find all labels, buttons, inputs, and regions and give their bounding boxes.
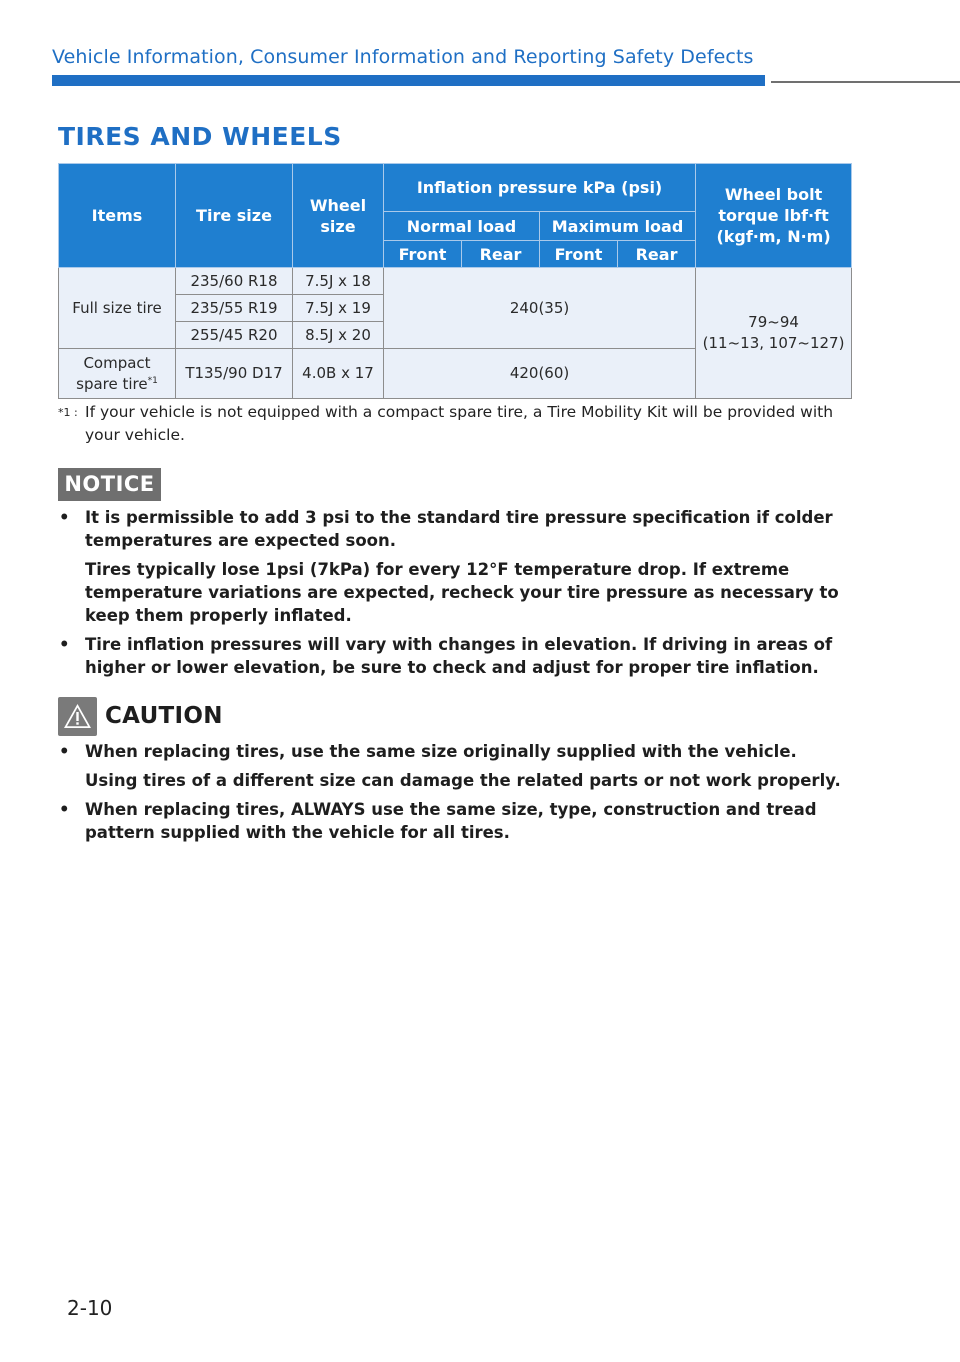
header-rule-line — [771, 81, 960, 83]
notice-list — [58, 506, 848, 679]
list-item — [58, 798, 848, 844]
torque-value-line1: 79~94 — [748, 313, 799, 331]
header-inflation-pressure: Inflation pressure kPa (psi) — [384, 164, 696, 212]
bullet-dot: • — [59, 800, 70, 819]
header-wheel-size: Wheel size — [293, 164, 384, 268]
header-normal-load: Normal load — [384, 212, 540, 241]
page-number: 2-10 — [67, 1296, 113, 1320]
footnote-text: If your vehicle is not equipped with a compact spare tire, a Tire Mobility Kit will be provided with your vehicle. — [85, 403, 834, 444]
wheel-size-cell: 8.5J x 20 — [293, 322, 384, 349]
header-items: Items — [59, 164, 176, 268]
wheel-bolt-torque-cell — [696, 268, 852, 399]
running-header-title: Vehicle Information, Consumer Information and Reporting Safety Defects — [52, 46, 754, 68]
list-item — [58, 506, 848, 627]
footnote-mark: *1 : — [58, 406, 78, 419]
header-wheel-bolt-torque: Wheel bolt torque lbf·ft (kgf·m, N·m) — [696, 164, 852, 268]
header-maximum-load: Maximum load — [540, 212, 696, 241]
compact-tire-size-cell: T135/90 D17 — [176, 349, 293, 399]
bullet-dot: • — [59, 742, 70, 761]
footnote — [58, 401, 848, 447]
wheel-size-cell: 7.5J x 19 — [293, 295, 384, 322]
tire-size-cell: 235/55 R19 — [176, 295, 293, 322]
caution-item-continuation: Using tires of a different size can damage the related parts or not work properly. — [85, 771, 841, 790]
section-title: TIRES AND WHEELS — [58, 122, 342, 151]
list-item — [58, 740, 848, 792]
tire-size-cell: 235/60 R18 — [176, 268, 293, 295]
notice-item-text: It is permissible to add 3 psi to the standard tire pressure specification if colder temperatures are expected soon. — [85, 508, 833, 550]
header-max-rear: Rear — [618, 241, 696, 268]
header-tire-size: Tire size — [176, 164, 293, 268]
bullet-dot: • — [59, 635, 70, 654]
compact-pressure-cell: 420(60) — [384, 349, 696, 399]
caution-label: CAUTION — [105, 703, 223, 729]
tire-wheel-spec-table — [58, 163, 852, 399]
header-max-front: Front — [540, 241, 618, 268]
caution-item-text: When replacing tires, ALWAYS use the same size, type, construction and tread pattern supplied with the vehicle for all tires. — [85, 800, 817, 842]
full-size-tire-label: Full size tire — [59, 268, 176, 349]
caution-item-text: When replacing tires, use the same size originally supplied with the vehicle. — [85, 742, 797, 761]
compact-spare-label-cell — [59, 349, 176, 399]
notice-item-text: Tire inflation pressures will vary with changes in elevation. If driving in areas of higher or lower elevation, be sure to check and adjust for proper tire inflation. — [85, 635, 833, 677]
wheel-size-cell: 7.5J x 18 — [293, 268, 384, 295]
header-accent-bar — [52, 75, 765, 86]
caution-list — [58, 740, 848, 844]
header-normal-front: Front — [384, 241, 462, 268]
compact-spare-label: Compact spare tire — [76, 353, 151, 393]
full-size-pressure-cell: 240(35) — [384, 268, 696, 349]
header-normal-rear: Rear — [462, 241, 540, 268]
notice-item-continuation: Tires typically lose 1psi (7kPa) for every 12°F temperature drop. If extreme temperature variations are expected, recheck your tire pressure as necessary to keep them properly inflated. — [85, 560, 839, 625]
torque-value-line2: (11~13, 107~127) — [702, 334, 845, 352]
tire-size-cell: 255/45 R20 — [176, 322, 293, 349]
bullet-dot: • — [59, 508, 70, 527]
compact-wheel-size-cell: 4.0B x 17 — [293, 349, 384, 399]
footnote-marker: *1 — [147, 375, 158, 386]
list-item — [58, 633, 848, 679]
warning-triangle-icon — [58, 697, 97, 736]
notice-badge: NOTICE — [58, 468, 161, 501]
